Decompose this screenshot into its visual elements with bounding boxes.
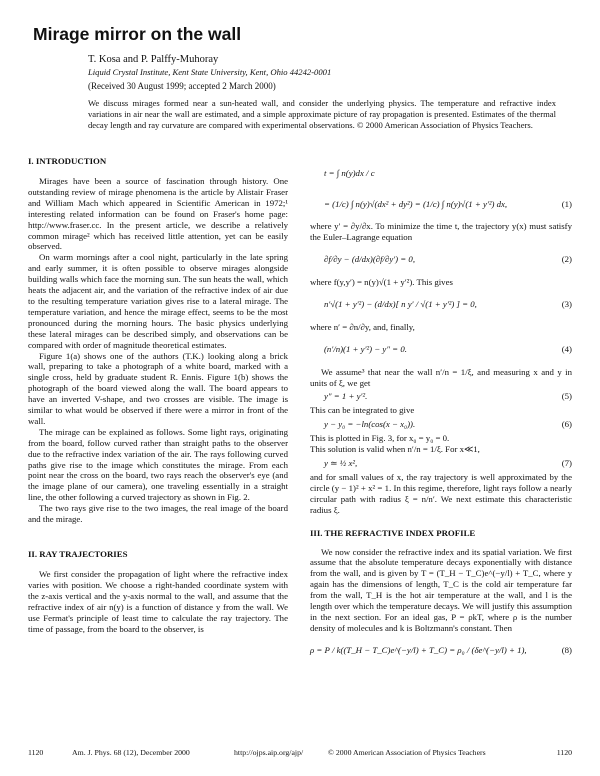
paragraph: We now consider the refractive index and its spatial variation. We first assume that the absolute temperature decays exponentially with distance from the wall, and is given by T = (T_H − T_C)e^(−y/l) + T_C, where y again has the dimensions of length, T_C is the cold air temperature far from the wall, T_H is the hot air temperature at the wall, and l is the length over which the temperature decays. We will justify this assumption in the next section. For an ideal gas, P = ρkT, where ρ is the number density of molecules and k is Boltzmann's constant. Then: [310, 546, 572, 633]
authors: T. Kosa and P. Palffy-Muhoray: [88, 54, 219, 65]
equation-1: = (1/c) ∫ n(y)√(dx² + dy²) = (1/c) ∫ n(y)√(1 + y′²) dx, (1): [324, 198, 572, 209]
section-heading-refractive-index-profile: III. THE REFRACTIVE INDEX PROFILE: [310, 527, 476, 538]
paragraph: On warm mornings after a cool night, particularly in the late spring and early summer, it is often possible to observe mirages alongside building walls which face the morning sun. The sun heats the wall, which heats the adjacent air, and the variation of the refractive index of air due to the resulting temperature variation gives rise to a lateral mirage. The temperature variation, and hence the mirage effect, seems to be the most pronounced during the morning hours. The basic physics underlying these lateral mirages can be described simply, and observations can be compared with order of magnitude theoretical estimates.: [28, 252, 288, 350]
paragraph: This solution is valid when n′/n = 1/ξ. For x≪1,: [310, 444, 480, 455]
equation-8: ρ = P / k((T_H − T_C)e^(−y/l) + T_C) = ρ₀ / (δe^(−y/l) + 1), (8): [310, 645, 572, 656]
paragraph: The mirage can be explained as follows. Some light rays, originating from the board, follow curved rather than straight paths to the observer due to the refractive index variation of the air. The rays following curved paths give rise to the image which constitutes the mirage. From each point near the cross on the board, two rays reach the observer's eye (and the image plane of our camera), one traveling essentially in a straight line, the other following a curved trajectory as shown in Fig. 2.: [28, 426, 288, 503]
paragraph: Figure 1(a) shows one of the authors (T.K.) looking along a brick wall, preparing to take a photograph of a white board, marked with a single cross, held by graduate student R. Ennis. Figure 1(b) shows the photograph of the board viewed along the wall. The board appears to have an inverted V-shape, and two crosses are visible. The image is similar to what would be observed if there were a mirror in front of the wall.: [28, 350, 288, 426]
equation-5: y″ = 1 + y′². (5): [324, 391, 572, 402]
paragraph: This can be integrated to give: [310, 405, 415, 416]
paragraph: The two rays give rise to the two images, the real image of the board and the mirage.: [28, 503, 288, 525]
paragraph: We first consider the propagation of light where the refractive index varies with position. We choose a right-handed coordinate system with the z-axis vertical and the y-axis normal to the wall, and assume that the refractive index of air n(y) is a function of distance y from the wall. We use Fermat's principle of least time to calculate the ray trajectory. The time of passage, from the board to the observer, is: [28, 569, 288, 634]
page-number-right: 1120: [556, 748, 572, 757]
right-column: [310, 156, 572, 668]
paragraph: Mirages have been a source of fascination through history. One outstanding review of mirage phenomena is the article by Alistair Fraser and William Mach which appeared in Scientific American in 1972;¹ interesting related information can be found on Fraser's home page: http://www.fraser.cc. In the present article, we describe a relatively common mirage² which has received little attention, yet can be easily observed.: [28, 176, 288, 252]
equation-3: n′√(1 + y′²) − (d/dx)[ n y′ / √(1 + y′²) ] = 0, (3): [324, 299, 572, 310]
paragraph: where y′ = ∂y/∂x. To minimize the time t, the trajectory y(x) must satisfy the Euler–Lagrange equation: [310, 221, 572, 242]
section-heading-introduction: I. INTRODUCTION: [28, 156, 107, 166]
equation-7: y ≃ ½ x², (7): [324, 457, 572, 468]
equation-4: (n′/n)(1 + y′²) − y″ = 0. (4): [324, 344, 572, 355]
paragraph: We assume³ that near the wall n′/n = 1/ξ, and measuring x and y in units of ξ, we get: [310, 366, 572, 388]
equation-1a: t = ∫ n(y)dx / c: [324, 167, 375, 178]
received-dates: (Received 30 August 1999; accepted 2 March 2000): [88, 81, 276, 91]
paragraph: where n′ = ∂n/∂y, and, finally,: [310, 321, 415, 332]
equation-2: ∂f/∂y − (d/dx)(∂f/∂y′) = 0, (2): [324, 254, 572, 265]
paragraph: This is plotted in Fig. 3, for x₀ = y₀ = 0.: [310, 433, 450, 444]
paper-title: Mirage mirror on the wall: [33, 24, 242, 44]
left-column: [28, 156, 288, 634]
abstract: We discuss mirages formed near a sun-heated wall, and consider the underlying physics. The temperature and refractive index variations in air near the wall are estimated, and a simple approximate picture of ray propagation is presented. Estimates of the thermal decay length and ray curvature are compared with experimental observations. © 2000 American Association of Physics Teachers.: [88, 98, 556, 131]
journal-citation: Am. J. Phys. 68 (12), December 2000: [72, 748, 190, 757]
paragraph: and for small values of x, the ray trajectory is well approximated by the circle (y − 1)² + x² = 1. In this regime, therefore, light rays follow a nearly circular path with radius ξ = n/n′. We next estimate this characteristic radius ξ.: [310, 471, 572, 515]
paragraph: where f(y,y′) = n(y)√(1 + y′²). This gives: [310, 276, 453, 287]
page-number-left: 1120: [28, 748, 44, 757]
journal-url[interactable]: http://ojps.aip.org/ajp/: [234, 748, 304, 757]
copyright: © 2000 American Association of Physics Teachers: [328, 748, 486, 757]
equation-6: y − y₀ = −ln(cos(x − x₀)). (6): [324, 419, 572, 430]
section-heading-ray-trajectories: II. RAY TRAJECTORIES: [28, 549, 128, 559]
affiliation: Liquid Crystal Institute, Kent State University, Kent, Ohio 44242-0001: [88, 67, 332, 77]
